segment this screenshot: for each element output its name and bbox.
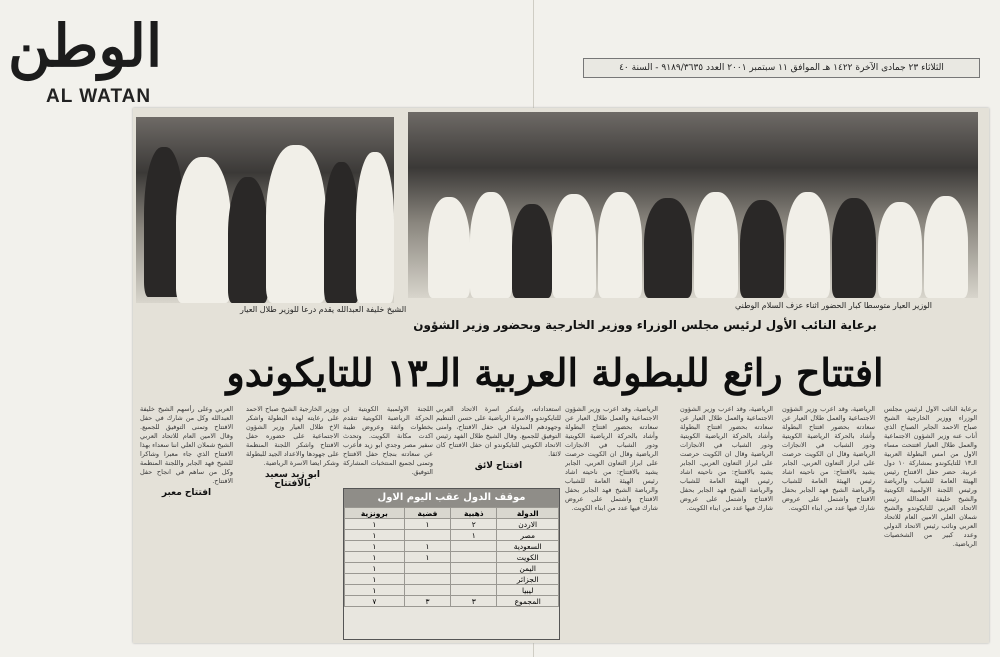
gold-cell xyxy=(451,574,497,585)
country-cell: اليمن xyxy=(497,563,559,574)
dignitaries-photo xyxy=(408,112,978,298)
silver-cell: ١ xyxy=(404,552,451,563)
column-subheading: افتتاح معبر xyxy=(161,488,212,498)
country-cell: السعودية xyxy=(497,541,559,552)
masthead-english-name: AL WATAN xyxy=(46,86,152,107)
bronze-cell: ١ xyxy=(345,563,405,574)
table-row xyxy=(345,563,559,574)
column-text: ووزير الخارجية الشيخ صباح الاحمد على رعايته لهذه البطولة واشكر الاخ طلال العيار وزير الشؤون الاجتماعية على حضوره حفل الافتتاح واشكر اللجنة المنظمة على جهودها والاعداد الجيد للبطولة وشكر ايضا الاسرة الرياضية. xyxy=(246,405,339,467)
silver-cell: ١ xyxy=(404,519,451,530)
country-cell: الكويت xyxy=(497,552,559,563)
table-row xyxy=(345,541,559,552)
photo1-caption: الشيخ خليفة العبدالله يقدم درعا للوزير طلال العيار xyxy=(240,305,407,314)
gold-cell: ٢ xyxy=(451,519,497,530)
bronze-cell: ١ xyxy=(345,519,405,530)
article-headline: افتتاح رائع للبطولة العربية الـ١٣ للتايكوندو xyxy=(226,350,884,395)
award-presentation-photo xyxy=(136,117,394,303)
country-cell: ليبيا xyxy=(497,585,559,596)
column-subheading: افتتاح لائق xyxy=(474,461,523,471)
gold-cell xyxy=(451,563,497,574)
table-row xyxy=(345,574,559,585)
silver-cell xyxy=(404,574,451,585)
gold-cell xyxy=(451,552,497,563)
gold-cell xyxy=(451,585,497,596)
silver-cell xyxy=(404,563,451,574)
gold-cell: ١ xyxy=(451,530,497,541)
article-column-6 xyxy=(343,405,433,485)
bronze-cell: ١ xyxy=(345,552,405,563)
gold-total-cell: ٣ xyxy=(451,596,497,607)
masthead-arabic-name: الوطن xyxy=(8,12,163,80)
article-column-5 xyxy=(436,405,561,485)
table-row xyxy=(345,519,559,530)
column-text: الرياضية، وقد اعرب وزير الشؤون الاجتماعية والعمل طلال العيار عن سعادته بحضور افتتاح البطولة وأشاد بالحركة الرياضية الكويتية ودور الشباب في الانجازات الرياضية وقال ان الكويت حرصت على ابراز التعاون العربي. الجابر يشيد بالافتتاح: من ناحيته اشاد رئيس الهيئة العامة للشباب والرياضة الشيخ فهد الجابر بحفل الافتتاح واشتمل على عروض شارك فيها عدد من ابناء الكويت. xyxy=(565,405,658,512)
header-silver: فضية xyxy=(404,508,451,519)
column-text: استعداداته، واشكر اسرة الاتحاد العربي للتايكوندو والاسرة الرياضية على حسن التنظيم وجهودهم المبذولة في حفل الافتتاح، وامنى التوفيق للجميع. وقال الشيخ طلال الفهد رئيس الاتحاد الكويتي للتايكوندو ان حفل الافتتاح كان لائقا. xyxy=(436,405,561,458)
table-row xyxy=(345,530,559,541)
silver-cell xyxy=(404,585,451,596)
country-cell: الجزائر xyxy=(497,574,559,585)
total-label-cell: المجموع xyxy=(497,596,559,607)
column-text: برعاية النائب الاول لرئيس مجلس الوزراء ووزير الخارجية الشيخ صباح الاحمد الجابر الصباح الذي أناب عنه وزير الشؤون الاجتماعية والعمل طلال العيار افتتحت مساء الاول من امس البطولة العربية الـ١٣ للتايكوندو بمشاركة ١٠ دول عربية. حضر حفل الافتتاح رئيس الهيئة العامة للشباب والرياضة ورئيس اللجنة الاولمبية الكويتية والشيخ خليفة العبدالله رئيس الاتحاد العربي للتايكوندو والشيخ شملان العلي الامين العام للاتحاد العربي ونائب رئيس الاتحاد الدولي وعدد كبير من الشخصيات الرياضية. xyxy=(884,405,977,548)
article-column-2 xyxy=(782,405,875,637)
article-column-1 xyxy=(884,405,977,637)
medal-table-grid xyxy=(344,507,559,607)
article-column-7 xyxy=(246,405,339,637)
country-cell: الاردن xyxy=(497,519,559,530)
table-row xyxy=(345,585,559,596)
medal-table-title: موقف الدول عقب اليوم الاول xyxy=(344,489,559,507)
column-text: اللجنة الاولمبية الكويتية ان الحركة الرياضية الكويتية تتقدم بخطوات واثقة وعروض طيبة اكدت مكانة الكويت. وتحدث سفير مصر وجدي ابو زيد فأعرب عن سعادته بنجاح حفل الافتتاح وتمنى لجميع المنتخبات المشاركة التوفيق. xyxy=(343,405,433,476)
bronze-cell: ١ xyxy=(345,541,405,552)
gold-cell xyxy=(451,541,497,552)
table-total-row xyxy=(345,596,559,607)
column-text: الرياضية، وقد اعرب وزير الشؤون الاجتماعية والعمل طلال العيار عن سعادته بحضور افتتاح البطولة وأشاد بالحركة الرياضية الكويتية ودور الشباب في الانجازات الرياضية وقال ان الكويت حرصت على ابراز التعاون العربي. الجابر يشيد بالافتتاح: من ناحيته اشاد رئيس الهيئة العامة للشباب والرياضة الشيخ فهد الجابر بحفل الافتتاح واشتمل على عروض شارك فيها عدد من ابناء الكويت. xyxy=(680,405,773,512)
column-text: الرياضية، وقد اعرب وزير الشؤون الاجتماعية والعمل طلال العيار عن سعادته بحضور افتتاح البطولة وأشاد بالحركة الرياضية الكويتية ودور الشباب في الانجازات الرياضية وقال ان الكويت حرصت على ابراز التعاون العربي. الجابر يشيد بالافتتاح: من ناحيته اشاد رئيس الهيئة العامة للشباب والرياضة الشيخ فهد الجابر بحفل الافتتاح واشتمل على عروض شارك فيها عدد من ابناء الكويت. xyxy=(782,405,875,512)
country-cell: مصر xyxy=(497,530,559,541)
medal-table-header-row xyxy=(345,508,559,519)
photo2-caption: الوزير العيار متوسطا كبار الحضور اثناء عزف السلام الوطني xyxy=(735,301,932,310)
article-subheadline: برعاية النائب الأول لرئيس مجلس الوزراء ووزير الخارجية وبحضور وزير الشؤون xyxy=(413,318,877,332)
table-row xyxy=(345,552,559,563)
issue-dateline: الثلاثاء ٢٣ جمادى الآخرة ١٤٢٢ هـ الموافق ١١ سبتمبر ٢٠٠١ العدد ٩١٨٩/٣٦٣٥ - السنة ٤٠ xyxy=(583,58,980,78)
column-subheading: ابو زيد سعيد بالافتتاح xyxy=(265,470,320,489)
silver-cell xyxy=(404,530,451,541)
bronze-total-cell: ٧ xyxy=(345,596,405,607)
header-bronze: برونزية xyxy=(345,508,405,519)
article-column-4 xyxy=(565,405,658,637)
newspaper-masthead xyxy=(0,12,290,112)
article-column-8 xyxy=(140,405,233,637)
silver-cell: ١ xyxy=(404,541,451,552)
column-text: العربي وعلى رأسهم الشيخ خليفة العبدالله وكل من شارك في حفل الافتتاح وتمنى التوفيق للجميع. وقال الامين العام للاتحاد العربي الشيخ شملان العلي اننا سعداء بهذا الافتتاح الذي جاء معبرا وشاكرا للشيخ فهد الجابر واللجنة المنظمة وكل من ساهم في انجاح حفل الافتتاح. xyxy=(140,405,233,485)
bronze-cell: ١ xyxy=(345,574,405,585)
bronze-cell: ١ xyxy=(345,585,405,596)
bronze-cell: ١ xyxy=(345,530,405,541)
silver-total-cell: ٣ xyxy=(404,596,451,607)
medal-standings-table xyxy=(343,488,560,640)
header-gold: ذهبية xyxy=(451,508,497,519)
header-country: الدولة xyxy=(497,508,559,519)
article-column-3 xyxy=(680,405,773,637)
